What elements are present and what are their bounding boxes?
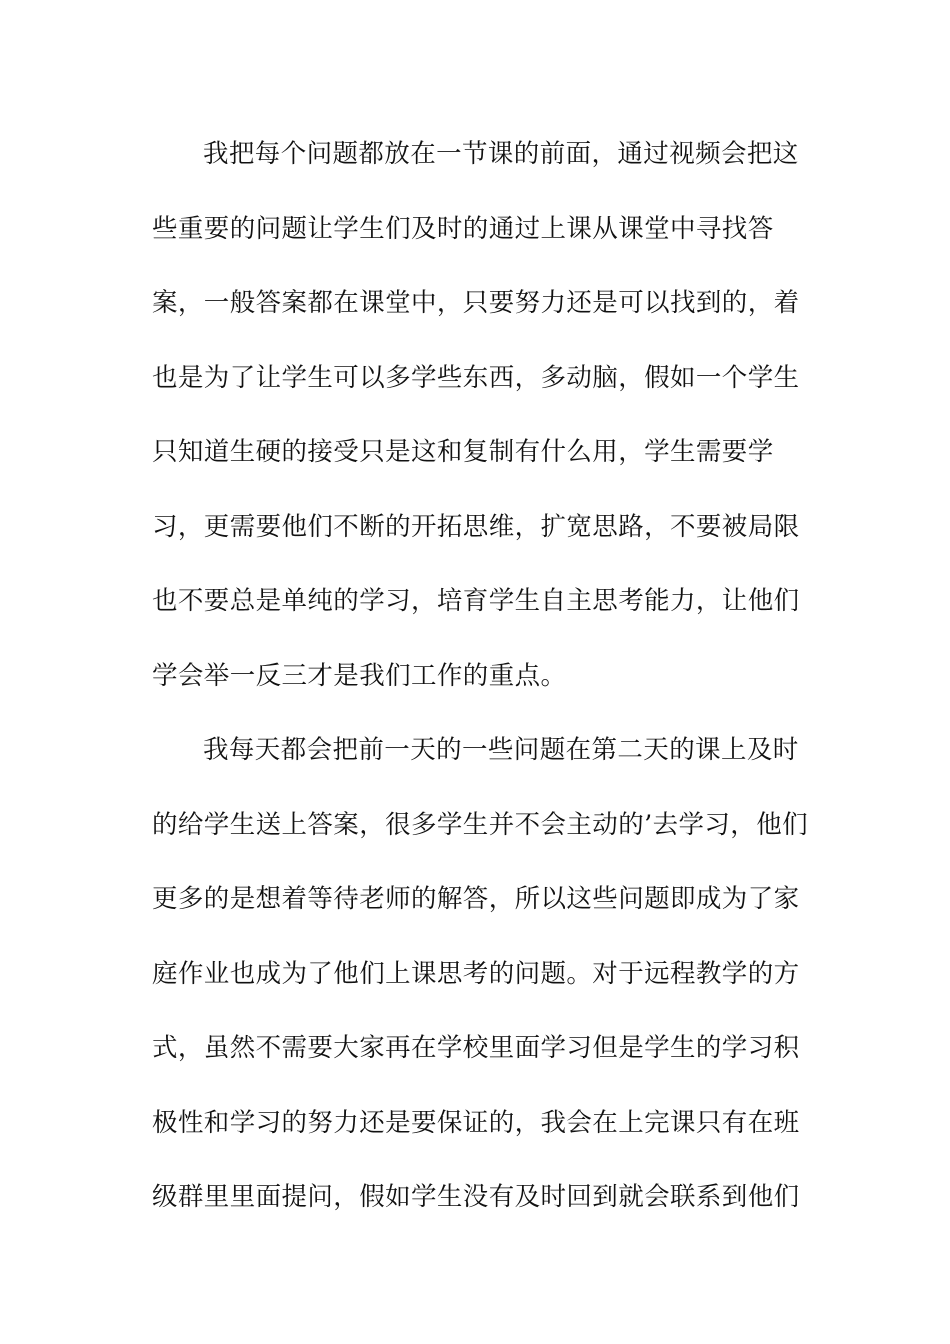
paragraph-1 (152, 130, 812, 726)
paragraph-line: 习，更需要他们不断的开拓思维，扩宽思路，不要被局限 (152, 511, 800, 542)
paragraph-line: 级群里里面提问，假如学生没有及时回到就会联系到他们 (152, 1182, 800, 1212)
document-body (152, 130, 812, 1248)
paragraph-line: 庭作业也成为了他们上课思考的问题。对于远程教学的方 (152, 958, 800, 989)
paragraph-line: 式，虽然不需要大家再在学校里面学习但是学生的学习积 (152, 1033, 800, 1063)
paragraph-line: 只知道生硬的接受只是这和复制有什么用，学生需要学 (152, 437, 774, 467)
paragraph-line: 我每天都会把前一天的一些问题在第二天的课上及时 (203, 735, 799, 765)
paragraph-line: 更多的是想着等待老师的解答，所以这些问题即成为了家 (152, 884, 800, 914)
paragraph-line: 些重要的问题让学生们及时的通过上课从课堂中寻找答 (152, 213, 774, 244)
paragraph-line: 我把每个问题都放在一节课的前面，通过视频会把这 (203, 139, 799, 169)
paragraph-line: 也不要总是单纯的学习，培育学生自主思考能力，让他们 (152, 586, 800, 616)
paragraph-line: 也是为了让学生可以多学些东西，多动脑，假如一个学生 (152, 362, 800, 393)
paragraph-2 (152, 726, 812, 1248)
paragraph-line: 案，一般答案都在课堂中，只要努力还是可以找到的，着 (152, 288, 800, 318)
paragraph-line: 的给学生送上答案，很多学生并不会主动的’去学习，他们 (152, 809, 809, 840)
paragraph-line: 学会举一反三才是我们工作的重点。 (152, 660, 567, 691)
paragraph-line: 极性和学习的努力还是要保证的，我会在上完课只有在班 (152, 1107, 800, 1138)
